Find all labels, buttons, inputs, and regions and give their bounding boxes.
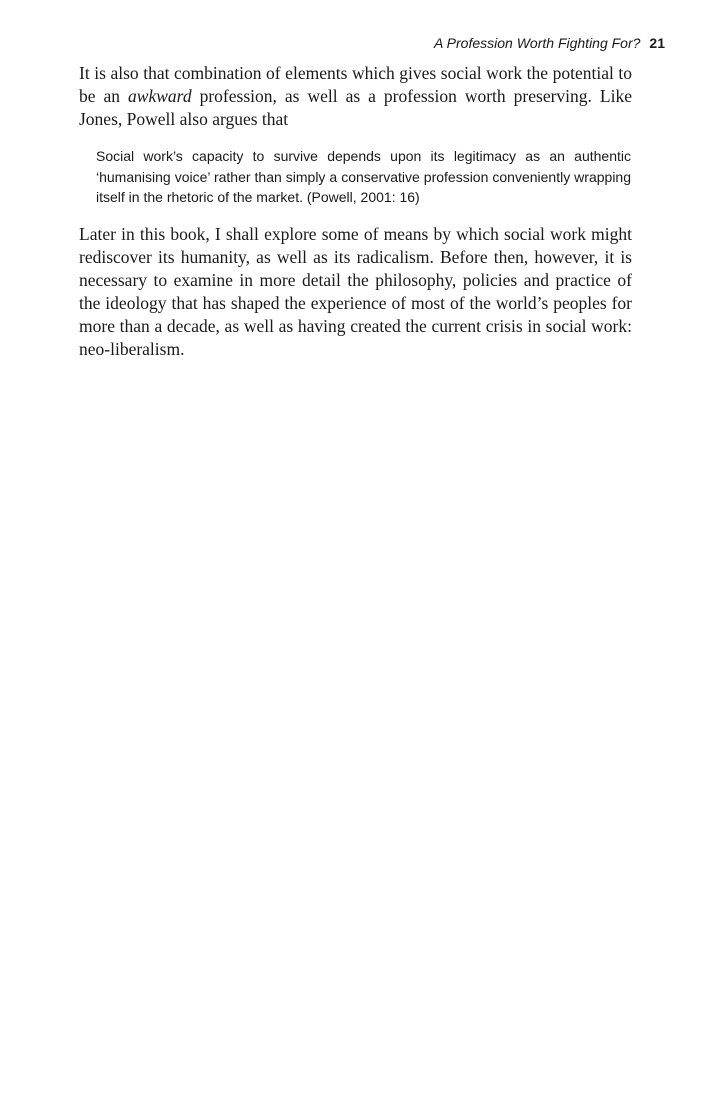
running-header xyxy=(434,33,665,53)
block-quote: Social work’s capacity to survive depends upon its legitimacy as an authentic ‘humanising voice’ rather than simply a conservative profession conveniently wrapping itself in the rhetoric of the market. (Powell, 2001: 16) xyxy=(96,148,631,205)
body-paragraph-1 xyxy=(79,62,632,131)
running-title: A Profession Worth Fighting For? xyxy=(433,35,641,51)
emphasized-word: awkward xyxy=(128,86,192,106)
paragraph-1-text-start: It is also that combination of elements which gives social work the potential to be an xyxy=(79,63,632,106)
page-number: 21 xyxy=(649,35,665,51)
paragraph-1-text-end: profession, as well as a profession worth preserving. Like Jones, Powell also argues that xyxy=(79,86,632,129)
body-paragraph-2: Later in this book, I shall explore some of means by which social work might rediscover its humanity, as well as its radicalism. Before then, however, it is necessary to examine in more detail the philosophy, policies and practice of the ideology that has shaped the experience of most of the world’s peoples for more than a decade, as well as having created the current crisis in social work: neo-liberalism. xyxy=(79,224,632,359)
